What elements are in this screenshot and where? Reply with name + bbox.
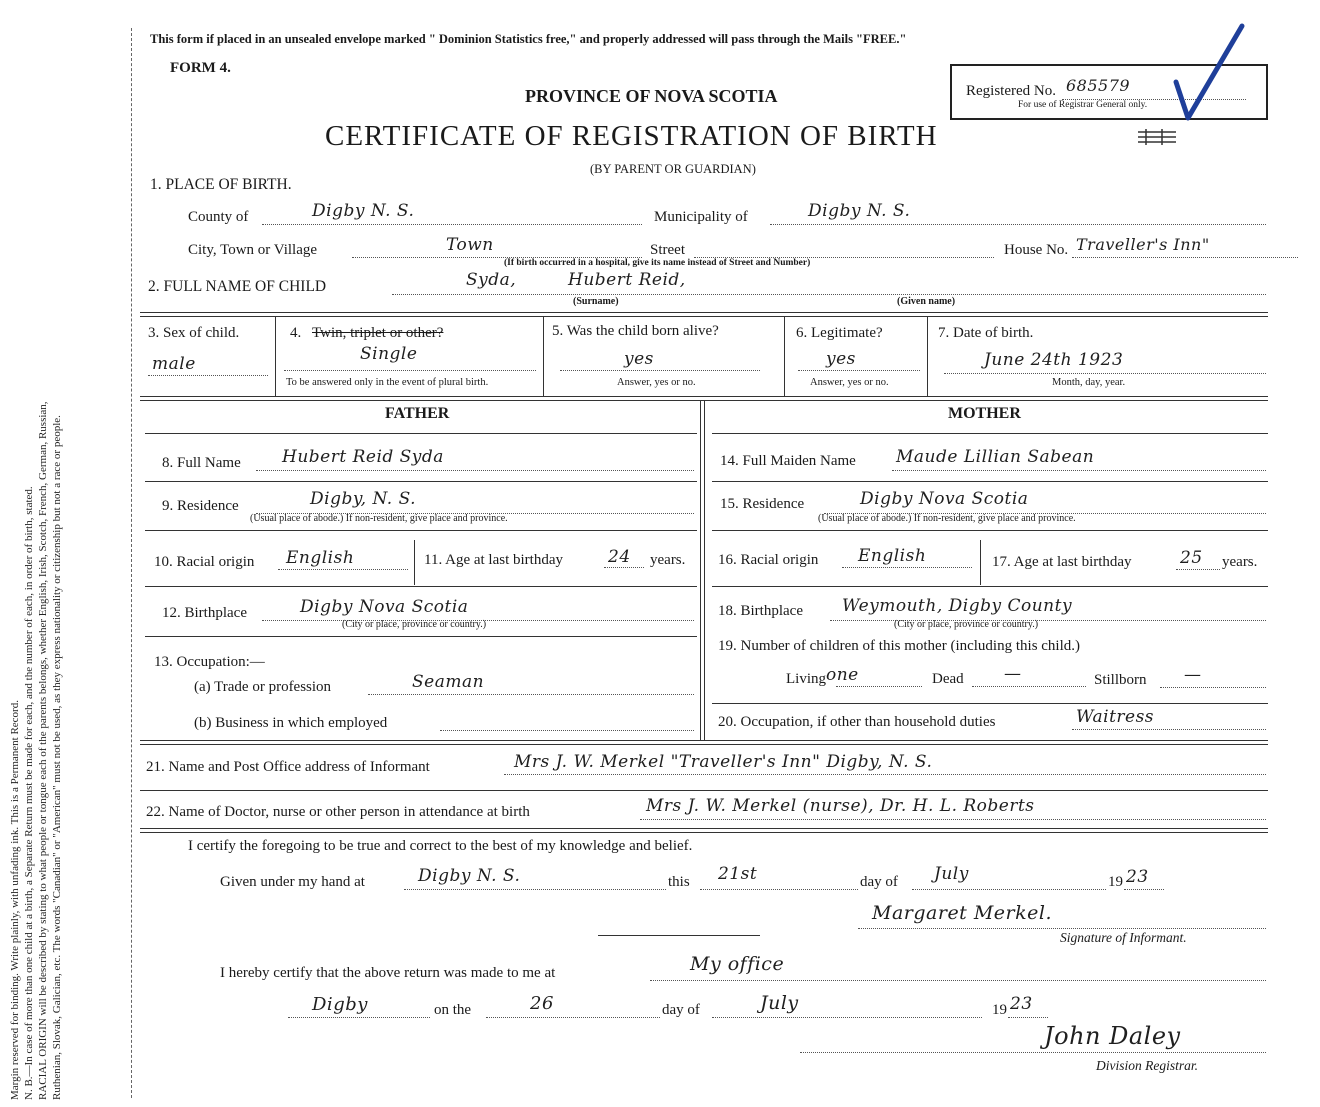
mother-racial-origin-value: English: [858, 546, 927, 566]
legitimate-value: yes: [826, 349, 856, 369]
street-note: (If birth occurred in a hospital, give its name instead of Street and Number): [504, 258, 811, 268]
sex-label: 3. Sex of child.: [148, 325, 240, 341]
mother-age-value: 25: [1180, 548, 1203, 568]
house-value: Traveller's Inn": [1076, 235, 1210, 254]
date-of-birth-value: June 24th 1923: [984, 350, 1124, 370]
registered-number-value: 685579: [1066, 76, 1131, 95]
registrar-place-value: My office: [690, 953, 785, 975]
given-month-value: July: [934, 864, 969, 884]
mail-notice: This form if placed in an unsealed envelope marked " Dominion Statistics free," and properly addressed will pass through the Mails "FREE.": [150, 32, 907, 46]
city-label: City, Town or Village: [188, 242, 318, 258]
given-under-hand-label: Given under my hand at: [220, 874, 365, 890]
mother-racial-origin-label: 16. Racial origin: [718, 552, 819, 568]
mother-occupation-label: 20. Occupation, if other than household duties: [718, 714, 996, 730]
child-surname-value: Syda,: [466, 270, 517, 290]
father-birthplace-value: Digby Nova Scotia: [300, 597, 469, 617]
county-label: County of: [188, 209, 249, 225]
mother-name-value: Maude Lillian Sabean: [896, 447, 1095, 467]
registrar-signature: John Daley: [1044, 1022, 1181, 1050]
date-of-birth-label: 7. Date of birth.: [938, 325, 1034, 341]
mother-birthplace-label: 18. Birthplace: [718, 603, 803, 619]
margin-perforation: [131, 28, 132, 1098]
father-birthplace-label: 12. Birthplace: [162, 605, 247, 621]
father-racial-origin-label: 10. Racial origin: [154, 554, 255, 570]
legitimate-label: 6. Legitimate?: [796, 325, 883, 341]
sex-value: male: [152, 354, 196, 374]
margin-instructions: [8, 20, 64, 1100]
father-birthplace-note: (City or place, province or country.): [342, 619, 487, 630]
informant-signature-caption: Signature of Informant.: [1060, 930, 1187, 945]
dead-label: Dead: [932, 671, 964, 687]
doctor-value: Mrs J. W. Merkel (nurse), Dr. H. L. Roberts: [646, 796, 1035, 816]
living-value: one: [826, 665, 859, 685]
given-day-value: 21st: [718, 864, 758, 884]
plural-birth-label: Twin, triplet or other?: [312, 325, 444, 341]
given-day-of-label: day of: [860, 874, 898, 890]
father-residence-value: Digby, N. S.: [310, 489, 417, 509]
checkmark-icon: [1170, 20, 1250, 125]
given-place-value: Digby N. S.: [418, 866, 521, 886]
mother-residence-note: (Usual place of abode.) If non-resident, give place and province.: [818, 513, 1076, 524]
plural-birth-number: 4.: [290, 325, 302, 341]
father-age-label: 11. Age at last birthday: [424, 552, 563, 568]
informant-signature: Margaret Merkel.: [872, 902, 1053, 924]
given-year-prefix: 19: [1108, 874, 1123, 890]
margin-line-4: Ruthenian, Slovak, Galician, etc. The words "Canadian" or "American" must not be used, as they express nationality or citizenship but not a race or people.: [51, 415, 63, 1100]
province-heading: PROVINCE OF NOVA SCOTIA: [525, 86, 778, 106]
children-count-label: 19. Number of children of this mother (including this child.): [718, 638, 1081, 654]
father-heading: FATHER: [385, 405, 450, 422]
certificate-title: CERTIFICATE OF REGISTRATION OF BIRTH: [325, 120, 938, 152]
stillborn-value: —: [1184, 665, 1202, 685]
registrar-town-value: Digby: [312, 994, 368, 1015]
registrar-caption: Division Registrar.: [1096, 1058, 1199, 1073]
mother-birthplace-note: (City or place, province or country.): [894, 619, 1039, 630]
city-value: Town: [446, 235, 494, 255]
dead-value: —: [1004, 664, 1022, 684]
mother-residence-label: 15. Residence: [720, 496, 805, 512]
registrar-year-value: 23: [1010, 994, 1033, 1014]
registrar-year-prefix: 19: [992, 1002, 1007, 1018]
margin-line-2: N. B.—In case of more than one child at a birth, a Separate Return must be made for each, and the number of each, in order of birth, stated.: [23, 486, 35, 1100]
county-value: Digby N. S.: [312, 201, 415, 221]
father-age-unit: years.: [650, 552, 686, 568]
registrar-on-the-label: on the: [434, 1002, 472, 1018]
child-name-label: 2. FULL NAME OF CHILD: [148, 278, 327, 295]
registrar-statement: I hereby certify that the above return was made to me at: [220, 965, 556, 981]
mother-age-unit: years.: [1222, 554, 1258, 570]
date-of-birth-note: Month, day, year.: [1052, 377, 1126, 388]
father-residence-label: 9. Residence: [162, 498, 239, 514]
form-number: FORM 4.: [170, 60, 231, 76]
father-age-value: 24: [608, 547, 631, 567]
margin-line-1: Margin reserved for binding. Write plainly, with unfading ink. This is a Permanent Record.: [9, 700, 21, 1100]
house-label: House No.: [1004, 242, 1069, 258]
margin-line-3: RACIAL ORIGIN will be described by stating to what people or tongue each of the parents belongs, whether English, Irish, Scotch, French, German, Russian,: [37, 401, 49, 1100]
registrar-month-value: July: [760, 992, 799, 1014]
father-name-label: 8. Full Name: [162, 455, 241, 471]
stamp-mark-icon: [1134, 126, 1180, 148]
trade-value: Seaman: [412, 672, 485, 692]
certificate-subtitle: (BY PARENT OR GUARDIAN): [590, 162, 756, 176]
child-given-name-value: Hubert Reid,: [568, 270, 686, 290]
mother-name-label: 14. Full Maiden Name: [720, 453, 856, 469]
legitimate-note: Answer, yes or no.: [810, 377, 889, 388]
this-label: this: [668, 874, 690, 890]
registrar-use-note: For use of Registrar General only.: [1018, 100, 1148, 110]
mother-heading: MOTHER: [948, 405, 1021, 422]
informant-label: 21. Name and Post Office address of Informant: [146, 759, 430, 775]
living-label: Living: [786, 671, 826, 687]
business-label: (b) Business in which employed: [194, 715, 388, 731]
born-alive-label: 5. Was the child born alive?: [552, 323, 719, 339]
father-occupation-heading: 13. Occupation:—: [154, 654, 265, 670]
registrar-day-of-label: day of: [662, 1002, 700, 1018]
given-year-value: 23: [1126, 867, 1149, 887]
doctor-label: 22. Name of Doctor, nurse or other person in attendance at birth: [146, 804, 530, 820]
street-label: Street: [650, 242, 685, 258]
trade-label: (a) Trade or profession: [194, 679, 332, 695]
mother-residence-value: Digby Nova Scotia: [860, 489, 1029, 509]
born-alive-note: Answer, yes or no.: [617, 377, 696, 388]
given-name-caption: (Given name): [897, 296, 956, 307]
municipality-label: Municipality of: [654, 209, 748, 225]
surname-caption: (Surname): [573, 296, 619, 307]
municipality-value: Digby N. S.: [808, 201, 911, 221]
informant-value: Mrs J. W. Merkel "Traveller's Inn" Digby, N. S.: [514, 752, 933, 772]
plural-birth-value: Single: [360, 344, 418, 364]
mother-age-label: 17. Age at last birthday: [992, 554, 1132, 570]
father-residence-note: (Usual place of abode.) If non-resident, give place and province.: [250, 513, 508, 524]
registered-number-label: Registered No.: [966, 83, 1056, 99]
mother-occupation-value: Waitress: [1076, 707, 1155, 727]
born-alive-value: yes: [624, 349, 654, 369]
stillborn-label: Stillborn: [1094, 672, 1147, 688]
father-name-value: Hubert Reid Syda: [282, 447, 444, 467]
father-racial-origin-value: English: [286, 548, 355, 568]
certify-statement: I certify the foregoing to be true and correct to the best of my knowledge and belief.: [188, 838, 693, 854]
plural-birth-note: To be answered only in the event of plural birth.: [286, 377, 489, 388]
registrar-day-value: 26: [530, 993, 554, 1014]
mother-birthplace-value: Weymouth, Digby County: [842, 596, 1073, 616]
place-of-birth-heading: 1. PLACE OF BIRTH.: [150, 176, 292, 193]
